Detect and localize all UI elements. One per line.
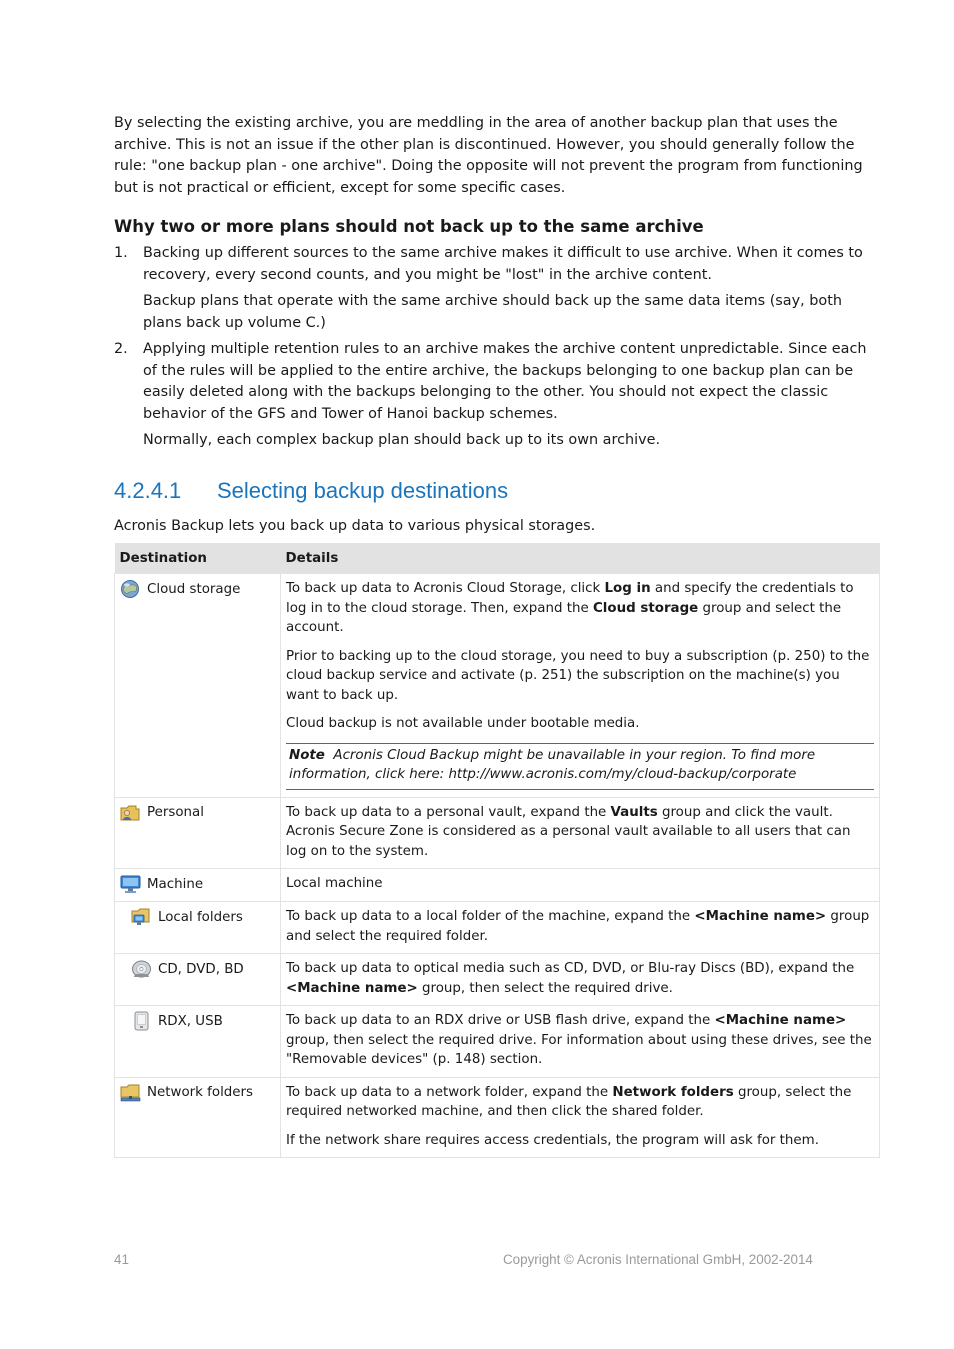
details-paragraph: To back up data to a network folder, expand the Network folders group, select the required networked machine, and then click the shared folder. — [286, 1084, 852, 1119]
table-row — [115, 1006, 880, 1078]
computer-icon — [120, 874, 141, 894]
destination-rdx-usb — [120, 1011, 275, 1031]
list-paragraph: Backup plans that operate with the same archive should back up the same data items (say, both plans back up volume C.) — [143, 293, 842, 331]
destination-label: CD, DVD, BD — [158, 961, 244, 977]
list-paragraph: Backing up different sources to the same archive makes it difficult to use archive. When it comes to recovery, every second counts, and you might be "lost" in the archive content. — [143, 245, 863, 283]
details-paragraph: Local machine — [286, 876, 383, 891]
details-machine — [281, 869, 880, 902]
details-cloud-storage — [281, 574, 880, 798]
list-paragraph: Applying multiple retention rules to an archive makes the archive content unpredictable. Since each of the rules will be applied to the entire archive, the backups belonging to one backup plan can be easily deleted along with the backups belonging to the other. You should not expect the classic behavior of the GFS and Tower of Hanoi backup schemes. — [143, 341, 867, 422]
login-link-text: Log in — [604, 581, 651, 596]
details-cd-dvd-bd — [281, 954, 880, 1006]
destination-label: Personal — [147, 805, 204, 820]
removable-drive-icon — [131, 1011, 152, 1031]
destination-label: Cloud storage — [147, 581, 241, 597]
optical-disc-icon — [131, 959, 152, 979]
list-number: 1. — [114, 245, 128, 261]
table-row — [115, 954, 880, 1006]
subheading: Why two or more plans should not back up to the same archive — [114, 217, 704, 236]
header-details: Details — [281, 543, 880, 574]
details-paragraph: To back up data to Acronis Cloud Storage, click Log in and specify the credentials to log in to the cloud storage. Then, expand the Cloud storage group and select the account. — [286, 581, 854, 635]
details-network-folders — [281, 1077, 880, 1158]
section-number: 4.2.4.1 — [114, 477, 182, 503]
note-label: Note — [289, 747, 325, 763]
details-personal — [281, 797, 880, 869]
details-paragraph: To back up data to a local folder of the machine, expand the <Machine name> group and select the required folder. — [286, 909, 870, 944]
list-paragraph: Normally, each complex backup plan should back up to its own archive. — [143, 432, 661, 448]
details-paragraph: Prior to backing up to the cloud storage, you need to buy a subscription (p. 250) to the cloud backup service and activate (p. 251) the subscription on the machine(s) you want to back up. — [286, 648, 870, 703]
details-paragraph: Cloud backup is not available under bootable media. — [286, 716, 640, 731]
destination-cloud-storage — [120, 579, 275, 599]
destination-label: Local folders — [158, 909, 243, 925]
personal-vault-icon — [120, 803, 141, 823]
destination-cd-dvd-bd — [120, 959, 275, 979]
destination-machine — [120, 874, 275, 894]
section-lead: Acronis Backup lets you back up data to various physical storages. — [114, 517, 596, 534]
note-text: Acronis Cloud Backup might be unavailable in your region. To find more information, click here: http://www.acronis.com/my/cloud-backup/corporate — [289, 747, 816, 782]
destination-local-folders — [120, 907, 275, 927]
details-paragraph: To back up data to an RDX drive or USB flash drive, expand the <Machine name> group, then select the required drive. For information about using these drives, see the "Removable devices" (p. 148) section. — [286, 1013, 872, 1067]
destination-network-folders — [120, 1083, 275, 1103]
page-content — [114, 113, 880, 1158]
intro-paragraph: By selecting the existing archive, you are meddling in the area of another backup plan that uses the archive. This is not an issue if the other plan is discontinued. However, you should generally follow the rule: "one backup plan - one archive". Doing the opposite will not prevent the program from functioning but is not practical or efficient, except for some specific cases. — [114, 115, 863, 196]
destination-personal — [120, 803, 275, 823]
table-row — [115, 574, 880, 798]
globe-icon — [120, 579, 141, 599]
section-heading — [114, 476, 880, 506]
copyright: Copyright © Acronis International GmbH, 2002-2014 — [503, 1252, 813, 1267]
details-paragraph: To back up data to optical media such as CD, DVD, or Blu-ray Discs (BD), expand the <Machine name> group, then select the required drive. — [286, 961, 855, 996]
list-item — [114, 243, 880, 334]
details-paragraph: If the network share requires access credentials, the program will ask for them. — [286, 1132, 819, 1148]
details-rdx-usb — [281, 1006, 880, 1078]
destinations-table — [114, 543, 880, 1158]
table-row — [115, 1077, 880, 1158]
note-box — [286, 743, 874, 790]
list-item — [114, 339, 880, 452]
local-folder-icon — [131, 907, 152, 927]
destination-label: RDX, USB — [158, 1013, 223, 1029]
section-title: Selecting backup destinations — [217, 477, 509, 503]
header-destination: Destination — [115, 543, 281, 574]
network-folder-icon — [120, 1083, 141, 1103]
details-local-folders — [281, 902, 880, 954]
table-row — [115, 902, 880, 954]
destination-label: Network folders — [147, 1085, 254, 1100]
table-row — [115, 797, 880, 869]
destination-label: Machine — [147, 876, 204, 892]
table-header-row — [115, 543, 880, 574]
page-number: 41 — [114, 1252, 129, 1267]
reasons-list — [114, 243, 880, 452]
details-paragraph: To back up data to a personal vault, expand the Vaults group and click the vault. Acronis Secure Zone is considered as a personal vault available to all users that can log on to the system. — [286, 804, 851, 859]
list-number: 2. — [114, 341, 128, 357]
table-row — [115, 869, 880, 902]
